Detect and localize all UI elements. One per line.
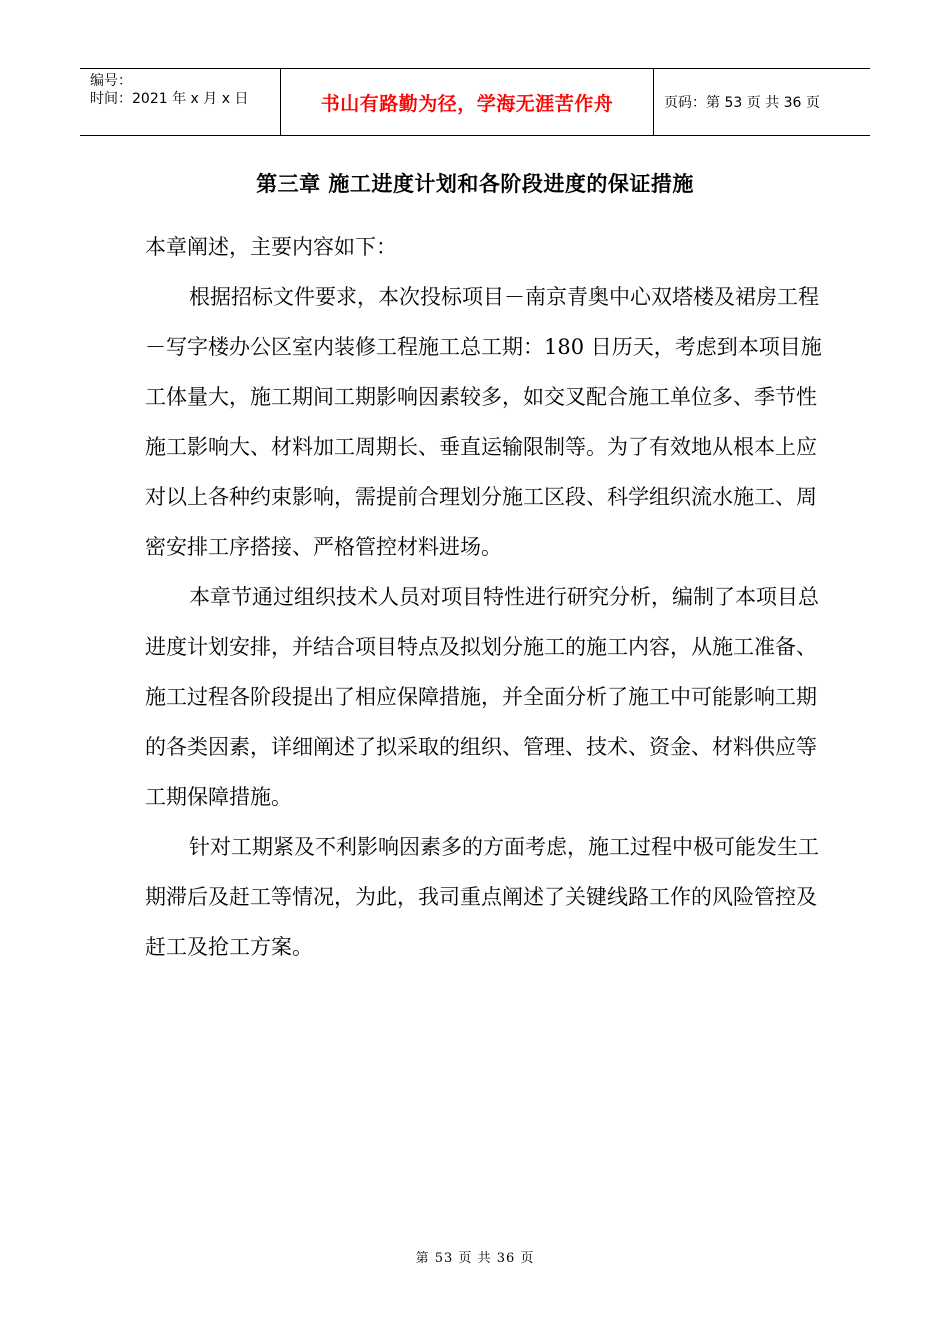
document-date-label: 时间：2021 年 x 月 x 日: [90, 91, 249, 107]
intro-paragraph: 本章阐述，主要内容如下：: [145, 235, 397, 259]
document-header: [80, 68, 870, 136]
chapter-body: [145, 222, 825, 972]
chapter-title: 第三章 施工进度计划和各阶段进度的保证措施: [256, 172, 694, 196]
body-paragraph: 本章节通过组织技术人员对项目特性进行研究分析，编制了本项目总进度计划安排，并结合项目特点及拟划分施工的施工内容，从施工准备、施工过程各阶段提出了相应保障措施，并全面分析了施工中可能影响工期的各类因素，详细阐述了拟采取的组织、管理、技术、资金、材料供应等工期保障措施。: [145, 585, 819, 809]
header-motto: 书山有路勤为径，学海无涯苦作舟: [320, 92, 614, 115]
header-meta-cell: [80, 69, 281, 135]
header-motto-cell: [281, 69, 654, 135]
header-page-code: 页码：第 53 页 共 36 页: [664, 95, 820, 111]
body-paragraph: 根据招标文件要求，本次投标项目－南京青奥中心双塔楼及裙房工程－写字楼办公区室内装修工程施工总工期：180 日历天，考虑到本项目施工体量大，施工期间工期影响因素较多，如交叉配合施工单位多、季节性施工影响大、材料加工周期长、垂直运输限制等。为了有效地从根本上应对以上各种约束影响，需提前合理划分施工区段、科学组织流水施工、周密安排工序搭接、严格管控材料进场。: [145, 285, 822, 559]
document-number-label: 编号：: [90, 73, 132, 89]
page-footer: 第 53 页 共 36 页: [415, 1251, 535, 1266]
header-page-cell: [654, 69, 870, 135]
body-paragraph: 针对工期紧及不利影响因素多的方面考虑，施工过程中极可能发生工期滞后及赶工等情况，为此，我司重点阐述了关键线路工作的风险管控及赶工及抢工方案。: [145, 835, 819, 959]
